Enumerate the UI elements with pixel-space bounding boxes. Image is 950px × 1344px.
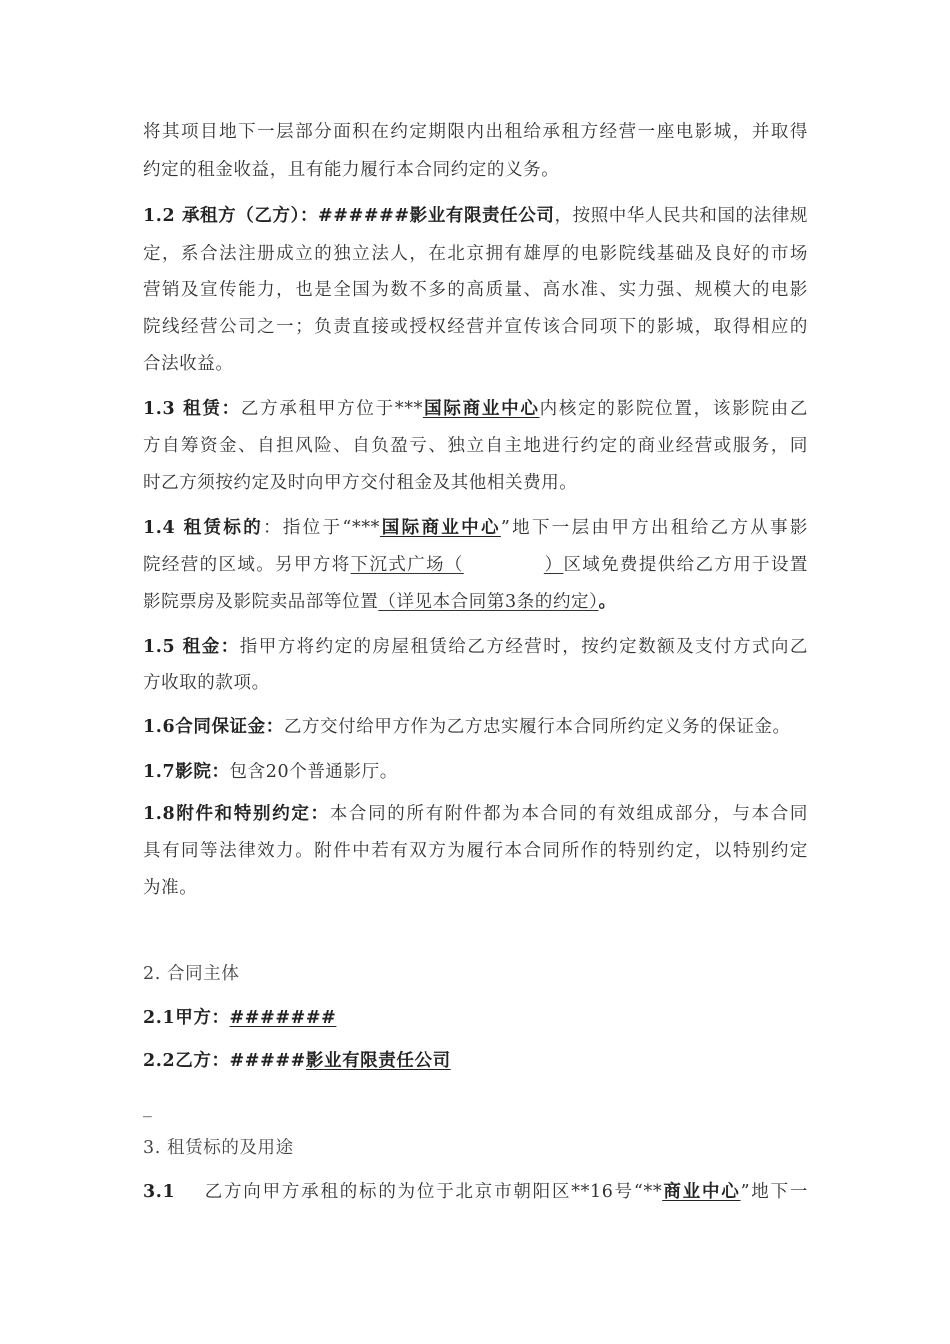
clause-label: 1.7影院： bbox=[143, 762, 230, 782]
paragraph-line: 营销及宣传能力，也是全国为数不多的高质量、高水准、实力强、规模大的电影 bbox=[143, 280, 808, 300]
clause-3-1: 3.1 乙方向甲方承租的标的为位于北京市朝阳区**16号“**商业中心”地下一 bbox=[143, 1182, 808, 1202]
clause-1-5: 1.5 租金：指甲方将约定的房屋租赁给乙方经营时，按约定数额及支付方式向乙 bbox=[143, 637, 808, 657]
paragraph-line: 约定的租金收益，且有能力履行本合同约定的义务。 bbox=[143, 160, 560, 180]
clause-1-2: 1.2 承租方（乙方）：######影业有限责任公司，按照中华人民共和国的法律规 bbox=[143, 206, 808, 226]
clause-label: 3.1 bbox=[143, 1182, 176, 1202]
clause-1-7: 1.7影院：包含20个普通影厅。 bbox=[143, 762, 398, 782]
paragraph-line: 方收取的款项。 bbox=[143, 673, 270, 693]
clause-2-1 bbox=[143, 1006, 808, 1030]
clause-label: 1.8附件和特别约定： bbox=[143, 804, 330, 824]
clause-1-3: 1.3 租赁：乙方承租甲方位于***国际商业中心内核定的影院位置，该影院由乙 bbox=[143, 399, 808, 419]
clause-label: 1.3 租赁： bbox=[143, 399, 241, 419]
paragraph-line: 时乙方须按约定及时向甲方交付租金及其他相关费用。 bbox=[143, 473, 578, 493]
paragraph-line: 院线经营公司之一；负责直接或授权经营并宣传该合同项下的影城，取得相应的 bbox=[143, 317, 808, 337]
paragraph-line: 合法收益。 bbox=[143, 354, 234, 374]
clause-1-6: 1.6合同保证金：乙方交付给甲方作为乙方忠实履行本合同所约定义务的保证金。 bbox=[143, 717, 791, 737]
clause-label: 1.2 承租方（乙方）： bbox=[143, 206, 319, 226]
section-heading: 2. 合同主体 bbox=[143, 964, 240, 984]
paragraph-line: 具有同等法律效力。附件中若有双方为履行本合同所作的特别约定，以特别约定 bbox=[143, 841, 808, 861]
paragraph-line: 将其项目地下一层部分面积在约定期限内出租给承租方经营一座电影城，并取得 bbox=[143, 122, 808, 142]
paragraph-line: 院经营的区域。另甲方将下沉式广场（ ）区域免费提供给乙方用于设置 bbox=[143, 555, 808, 575]
clause-1-8: 1.8附件和特别约定：本合同的所有附件都为本合同的有效组成部分，与本合同 bbox=[143, 804, 809, 824]
company-name: ######影业有限责任公司 bbox=[318, 206, 555, 226]
clause-2-2: 2.2乙方：#####影业有限责任公司 bbox=[143, 1051, 451, 1071]
plaza-blank: 下沉式广场（ ） bbox=[350, 555, 564, 575]
clause-label: 1.5 租金： bbox=[143, 637, 240, 657]
clause-label: 2.1甲方： bbox=[143, 1008, 230, 1028]
paragraph-line: 为准。 bbox=[143, 878, 198, 898]
commercial-center-name: 商业中心 bbox=[662, 1182, 741, 1202]
paragraph-line: 定，系合法注册成立的独立法人，在北京拥有雄厚的电影院线基础及良好的市场 bbox=[143, 244, 808, 264]
underscore-mark: _ bbox=[143, 1098, 153, 1118]
clause-reference: （详见本合同第3条的约定） bbox=[378, 592, 599, 612]
party-a-name: ####### bbox=[229, 1008, 337, 1028]
commercial-center-name: 国际商业中心 bbox=[380, 518, 501, 538]
clause-1-4: 1.4 租赁标的：指位于“***国际商业中心”地下一层由甲方出租给乙方从事影 bbox=[143, 518, 809, 538]
paragraph-line: 影院票房及影院卖品部等位置（详见本合同第3条的约定）。 bbox=[143, 592, 617, 612]
section-heading: 3. 租赁标的及用途 bbox=[143, 1138, 294, 1158]
commercial-center-name: 国际商业中心 bbox=[422, 399, 540, 419]
paragraph-line: 方自筹资金、自担风险、自负盈亏、独立自主地进行约定的商业经营或服务，同 bbox=[143, 436, 808, 456]
clause-label: 1.4 租赁标的 bbox=[143, 518, 264, 538]
clause-label: 1.6合同保证金： bbox=[143, 717, 284, 737]
clause-label: 2.2乙方： bbox=[143, 1051, 230, 1071]
party-b-name: 影业有限责任公司 bbox=[305, 1051, 451, 1071]
